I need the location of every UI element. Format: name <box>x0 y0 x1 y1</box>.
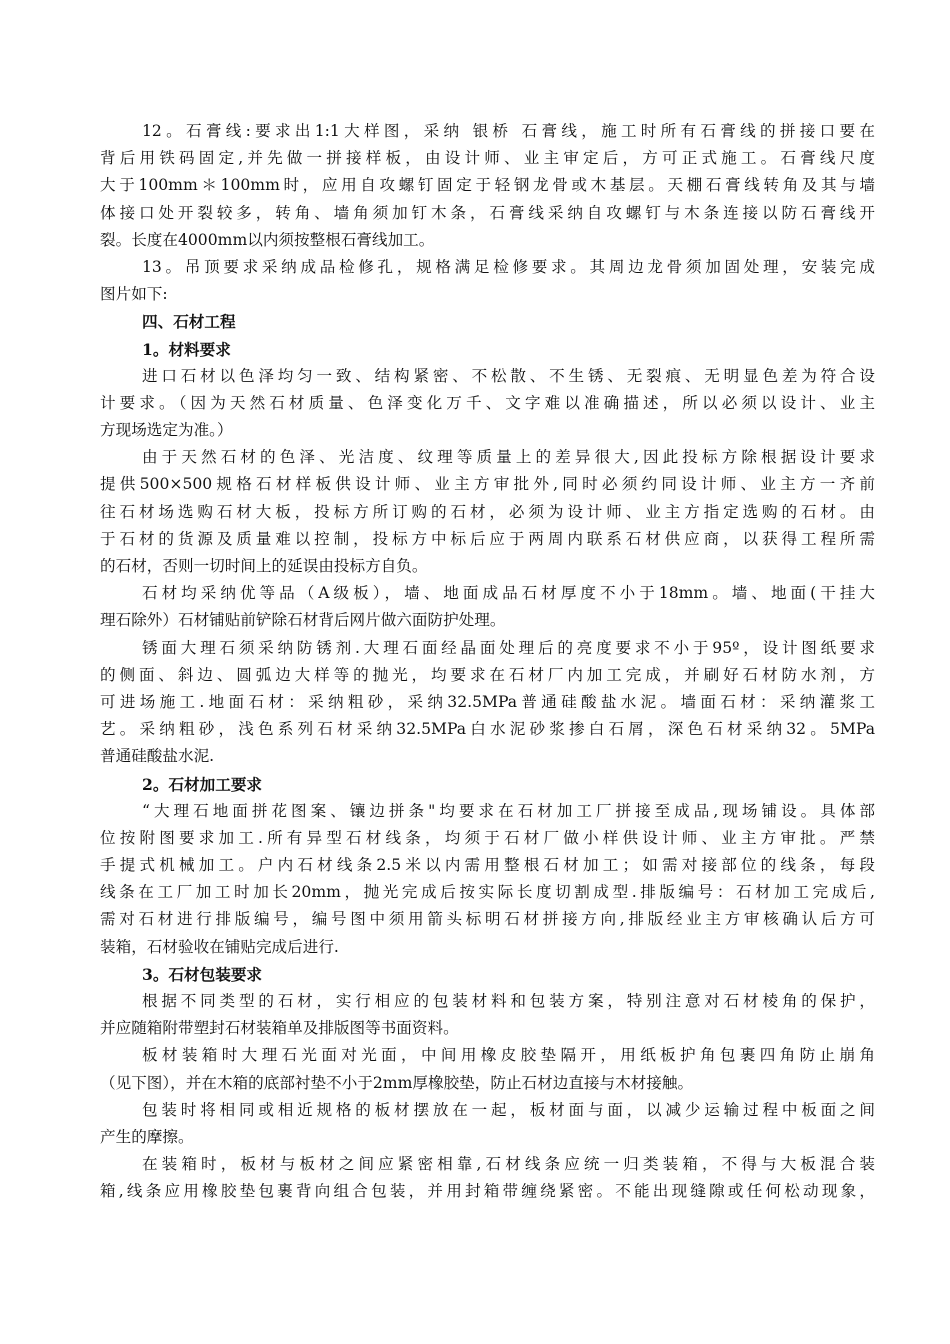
text-line: 往石材场选购石材大板，投标方所订购的石材，必须为设计师、业主方指定选购的石材。由 <box>100 502 875 521</box>
section-heading: 四、石材工程 <box>142 312 236 332</box>
text-line: 13。吊顶要求采纳成品检修孔，规格满足检修要求。其周边龙骨须加固处理，安装完成 <box>142 257 875 276</box>
text-line: 装箱，石材验收在铺贴完成后进行. <box>100 937 339 956</box>
text-line: 线条在工厂加工时加长20mm，抛光完成后按实际长度切割成型.排版编号：石材加工完成后, <box>100 883 875 902</box>
text-line: 于石材的货源及质量难以控制，投标方中标后应于两周内联系石材供应商，以获得工程所需 <box>100 529 875 548</box>
text-line: 锈面大理石须采纳防锈剂.大理石面经晶面处理后的亮度要求不小于95º，设计图纸要求 <box>142 638 875 657</box>
text-line: 计要求。（因为天然石材质量、色泽变化万千、文字难以准确描述，所以必须以设计、业主 <box>100 393 875 412</box>
text-line: 裂。长度在4000mm以内须按整根石膏线加工。 <box>100 230 435 249</box>
text-line: 大于100mm＊100mm时，应用自攻螺钉固定于轻钢龙骨或木基层。天棚石膏线转角及其与墙 <box>100 176 875 195</box>
text-line: 普通硅酸盐水泥. <box>100 747 215 766</box>
text-line: 方现场选定为准。） <box>100 421 233 440</box>
text-line: 体接口处开裂较多，转角、墙角须加钉木条，石膏线采纳自攻螺钉与木条连接以防石膏线开 <box>100 203 875 222</box>
text-line: 提供500×500规格石材样板供设计师、业主方审批外,同时必须约同设计师、业主方一齐前 <box>100 475 875 494</box>
text-line: “大理石地面拼花图案、镶边拼条"均要求在石材加工厂拼接至成品,现场铺设。具体部 <box>142 801 875 820</box>
text-line: 板材装箱时大理石光面对光面，中间用橡皮胶垫隔开，用纸板护角包裹四角防止崩角 <box>142 1046 875 1065</box>
text-line: 可进场施工.地面石材：采纳粗砂，采纳32.5MPa普通硅酸盐水泥。墙面石材：采纳灌浆工 <box>100 692 875 711</box>
text-line: （见下图），并在木箱的底部衬垫不小于2mm厚橡胶垫，防止石材边直接与木材接触。 <box>100 1073 694 1092</box>
text-line: 12。石膏线:要求出1:1大样图，采纳 银桥 石膏线，施工时所有石膏线的拼接口要在 <box>142 122 875 140</box>
text-line: 的侧面、斜边、圆弧边大样等的抛光，均要求在石材厂内加工完成，并刷好石材防水剂，方 <box>100 665 875 684</box>
text-line: 进口石材以色泽均匀一致、结构紧密、不松散、不生锈、无裂痕、无明显色差为符合设 <box>142 366 875 385</box>
text-line: 艺。采纳粗砂，浅色系列石材采纳32.5MPa白水泥砂浆掺白石屑，深色石材采纳32。5MPa <box>100 720 875 739</box>
text-line: 位按附图要求加工.所有异型石材线条，均须于石材厂做小样供设计师、业主方审批。严禁 <box>100 828 875 847</box>
text-line: 手提式机械加工。户内石材线条2.5米以内需用整根石材加工；如需对接部位的线条，每段 <box>100 856 875 875</box>
text-line: 图片如下: <box>100 285 168 304</box>
text-line: 包装时将相同或相近规格的板材摆放在一起，板材面与面，以减少运输过程中板面之间 <box>142 1100 875 1119</box>
text-line: 箱,线条应用橡胶垫包裹背向组合包装，并用封箱带缠绕紧密。不能出现缝隙或任何松动现象， <box>100 1182 875 1201</box>
text-line: 由于天然石材的色泽、光洁度、纹理等质量上的差异很大,因此投标方除根据设计要求 <box>142 448 875 467</box>
document-body <box>100 118 875 1206</box>
subsection-heading: 3。石材包装要求 <box>142 964 263 984</box>
subsection-heading: 1。材料要求 <box>142 339 231 359</box>
text-line: 在装箱时，板材与板材之间应紧密相靠,石材线条应统一归类装箱，不得与大板混合装 <box>142 1155 875 1174</box>
text-line: 石材均采纳优等品（A级板），墙、地面成品石材厚度不小于18mm。墙、地面(干挂大 <box>142 584 875 603</box>
text-line: 理石除外）石材铺贴前铲除石材背后网片做六面防护处理。 <box>100 611 506 630</box>
text-line: 产生的摩擦。 <box>100 1127 194 1146</box>
text-line: 需对石材进行排版编号，编号图中须用箭头标明石材拼接方向,排版经业主方审核确认后方可 <box>100 910 875 929</box>
subsection-heading: 2。石材加工要求 <box>142 774 263 794</box>
text-line: 背后用铁码固定,并先做一拼接样板，由设计师、业主审定后，方可正式施工。石膏线尺度 <box>100 149 875 168</box>
text-line: 并应随箱附带塑封石材装箱单及排版图等书面资料。 <box>100 1019 459 1038</box>
text-line: 根据不同类型的石材，实行相应的包装材料和包装方案，特别注意对石材棱角的保护， <box>142 992 875 1010</box>
text-line: 的石材，否则一切时间上的延误由投标方自负。 <box>100 557 428 575</box>
